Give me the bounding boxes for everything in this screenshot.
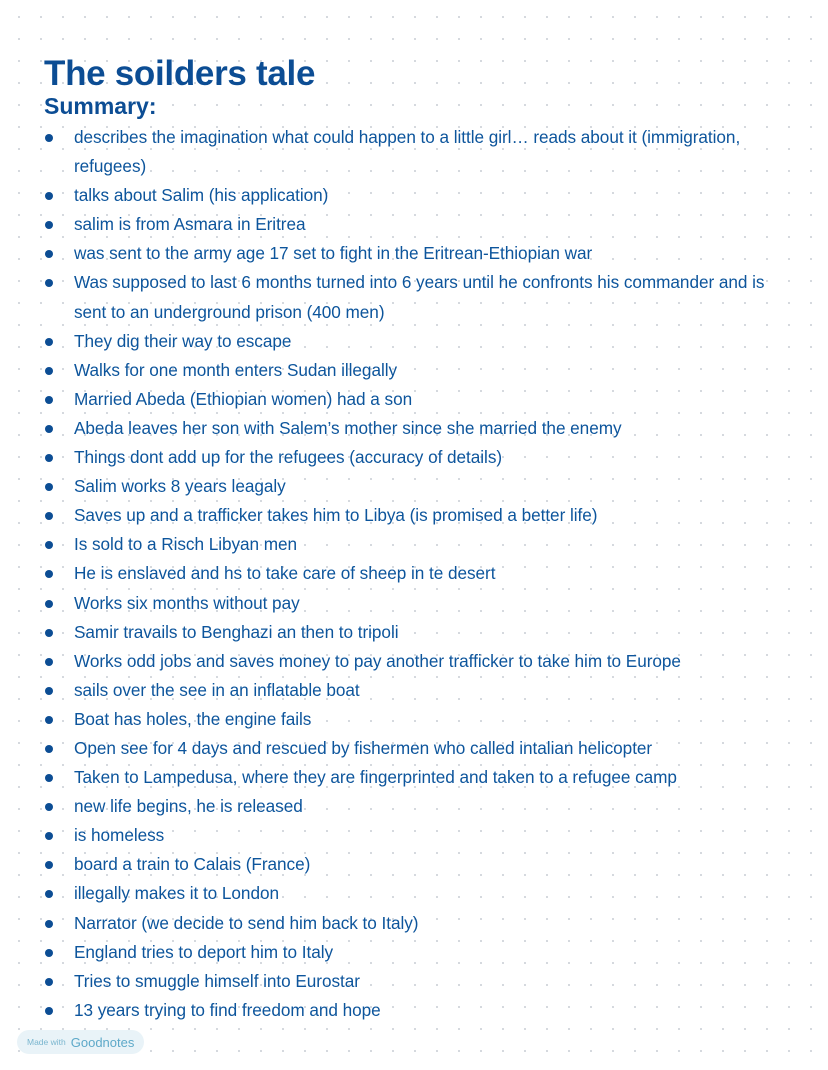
list-item: [44, 443, 796, 472]
list-item: [44, 647, 796, 676]
bullet-icon: [45, 890, 53, 898]
summary-heading: Summary:: [44, 93, 157, 119]
list-item: [44, 705, 796, 734]
list-item-text: Taken to Lampedusa, where they are fingerprinted and taken to a refugee camp: [74, 767, 677, 788]
list-item-text: salim is from Asmara in Eritrea: [74, 214, 306, 235]
bullet-icon: [45, 221, 53, 229]
list-item-text: 13 years trying to find freedom and hope: [74, 999, 381, 1020]
list-item-text: talks about Salim (his application): [74, 185, 329, 206]
bullet-icon: [45, 425, 53, 433]
list-item-text: is homeless: [74, 825, 165, 846]
list-item-text: new life begins, he is released: [74, 796, 303, 817]
list-item: [44, 938, 796, 967]
bullet-icon: [45, 512, 53, 520]
list-item: [44, 589, 796, 618]
list-item: [44, 472, 796, 501]
bullet-icon: [45, 716, 53, 724]
list-item-text: Boat has holes, the engine fails: [74, 708, 312, 729]
list-item-text: Open see for 4 days and rescued by fishermen who called intalian helicopter: [74, 737, 653, 758]
list-item-text: Married Abeda (Ethiopian women) had a son: [74, 388, 413, 409]
page-title: The soilders tale: [44, 54, 316, 93]
list-item: [44, 821, 796, 850]
list-item: [44, 559, 796, 588]
list-item-text: describes the imagination what could happen to a little girl… reads about it (immigration, refugees): [74, 127, 741, 177]
list-item-text: Samir travails to Benghazi an then to tripoli: [74, 621, 399, 642]
list-item-text: Is sold to a Risch Libyan men: [74, 534, 298, 555]
bullet-icon: [45, 832, 53, 840]
list-item: [44, 879, 796, 908]
made-with-goodnotes-badge: [17, 1030, 144, 1054]
list-item-text: Abeda leaves her son with Salem’s mother since she married the enemy: [74, 417, 622, 438]
bullet-icon: [45, 745, 53, 753]
bullet-icon: [45, 1007, 53, 1015]
list-item-text: Narrator (we decide to send him back to Italy): [74, 912, 419, 933]
list-item-text: Tries to smuggle himself into Eurostar: [74, 970, 360, 991]
bullet-icon: [45, 541, 53, 549]
list-item: [44, 530, 796, 559]
bullet-icon: [45, 250, 53, 258]
bullet-icon: [45, 861, 53, 869]
list-item: [44, 909, 796, 938]
list-item: [44, 676, 796, 705]
bullet-icon: [45, 134, 53, 142]
list-item: [44, 850, 796, 879]
list-item-text: Walks for one month enters Sudan illegally: [74, 359, 398, 380]
bullet-icon: [45, 920, 53, 928]
bullet-icon: [45, 396, 53, 404]
bullet-icon: [45, 483, 53, 491]
list-item: [44, 239, 796, 268]
bullet-icon: [45, 658, 53, 666]
list-item: [44, 967, 796, 996]
list-item: [44, 181, 796, 210]
goodnotes-logo: Goodnotes: [70, 1034, 135, 1050]
list-item-text: was sent to the army age 17 set to fight in the Eritrean-Ethiopian war: [74, 243, 593, 264]
bullet-icon: [45, 629, 53, 637]
list-item-text: They dig their way to escape: [74, 330, 292, 351]
list-item: [44, 414, 796, 443]
list-item-text: Saves up and a trafficker takes him to Libya (is promised a better life): [74, 505, 598, 526]
badge-prefix-label: Made with: [27, 1037, 66, 1047]
bullet-icon: [45, 279, 53, 287]
bullet-icon: [45, 338, 53, 346]
list-item: [44, 327, 796, 356]
list-item-text: Works six months without pay: [74, 592, 300, 613]
list-item: [44, 210, 796, 239]
list-item-text: illegally makes it to London: [74, 883, 279, 904]
list-item: [44, 385, 796, 414]
bullet-icon: [45, 367, 53, 375]
list-item: [44, 763, 796, 792]
bullet-icon: [45, 978, 53, 986]
list-item: [44, 268, 796, 326]
list-item-text: England tries to deport him to Italy: [74, 941, 334, 962]
list-item: [44, 734, 796, 763]
list-item: [44, 123, 796, 181]
bullet-icon: [45, 949, 53, 957]
bullet-icon: [45, 687, 53, 695]
bullet-icon: [45, 774, 53, 782]
list-item: [44, 996, 796, 1025]
list-item-text: Works odd jobs and saves money to pay another trafficker to take him to Europe: [74, 650, 681, 671]
bullet-icon: [45, 454, 53, 462]
list-item: [44, 618, 796, 647]
summary-bullet-list: [44, 123, 796, 1025]
bullet-icon: [45, 600, 53, 608]
list-item-text: board a train to Calais (France): [74, 854, 311, 875]
bullet-icon: [45, 192, 53, 200]
list-item-text: Was supposed to last 6 months turned into 6 years until he confronts his commander and is sent to an underground prison (400 men): [74, 272, 765, 322]
list-item: [44, 356, 796, 385]
list-item: [44, 501, 796, 530]
list-item: [44, 792, 796, 821]
list-item-text: He is enslaved and hs to take care of sheep in te desert: [74, 563, 496, 584]
list-item-text: Salim works 8 years leagaly: [74, 476, 286, 497]
bullet-icon: [45, 803, 53, 811]
bullet-icon: [45, 570, 53, 578]
list-item-text: Things dont add up for the refugees (accuracy of details): [74, 447, 503, 468]
list-item-text: sails over the see in an inflatable boat: [74, 679, 360, 700]
